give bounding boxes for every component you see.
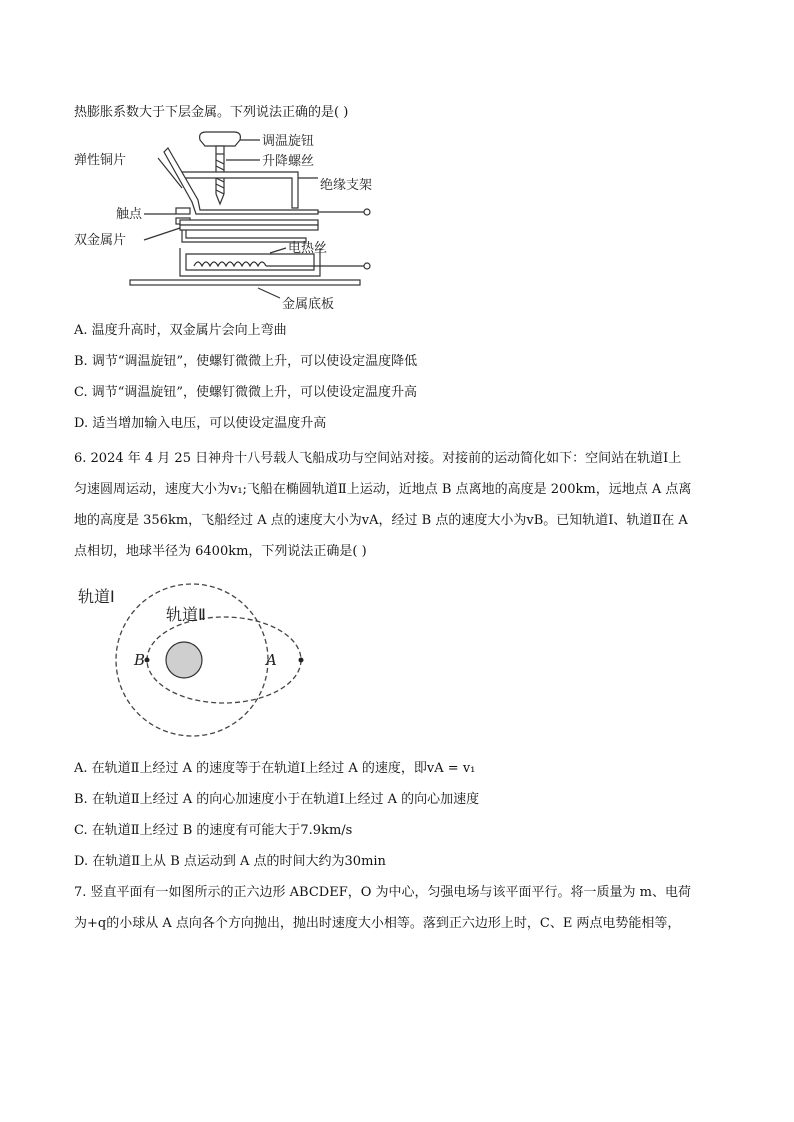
q6-option-c: C. 在轨道Ⅱ上经过 B 的速度有可能大于7.9km/s	[74, 823, 353, 838]
label-base: 金属底板	[282, 297, 335, 312]
label-point-a: A	[266, 651, 277, 669]
q7-line-2: 为+q的小球从 A 点向各个方向抛出，抛出时速度大小相等。落到正六边形上时，C、E 两点电势能相等，	[74, 916, 681, 931]
label-orbit-1: 轨道Ⅰ	[78, 587, 115, 606]
metal-base	[130, 280, 360, 285]
bimetal-strip	[180, 220, 318, 225]
label-heater: 电热丝	[288, 241, 328, 256]
point-a-dot	[299, 658, 304, 663]
q6-option-b: B. 在轨道Ⅱ上经过 A 的向心加速度小于在轨道Ⅰ上经过 A 的向心加速度	[74, 792, 480, 807]
insulating-support	[182, 172, 298, 208]
label-bimetal: 双金属片	[74, 233, 127, 248]
orbit-figure	[70, 580, 310, 745]
q5-stem-tail: 热膨胀系数大于下层金属。下列说法正确的是( )	[74, 105, 349, 120]
q6-option-a: A. 在轨道Ⅱ上经过 A 的速度等于在轨道Ⅰ上经过 A 的速度，即vA = v₁	[74, 761, 476, 776]
label-orbit-2: 轨道Ⅱ	[166, 605, 206, 624]
q5-option-b: B. 调节“调温旋钮”，使螺钉微微上升，可以使设定温度降低	[74, 354, 418, 369]
q6-line-2: 匀速圆周运动，速度大小为v₁;飞船在椭圆轨道Ⅱ上运动，近地点 B 点离地的高度是 200km，远地点 A 点离	[74, 482, 692, 497]
point-b-dot	[145, 658, 150, 663]
heater-coil	[194, 262, 266, 266]
q6-line-1: 6. 2024 年 4 月 25 日神舟十八号载人飞船成功与空间站对接。对接前的运动简化如下：空间站在轨道Ⅰ上	[74, 451, 682, 466]
label-point-b: B	[134, 651, 146, 669]
q6-line-4: 点相切，地球半径为 6400km，下列说法正确是( )	[74, 544, 367, 559]
label-copper: 弹性铜片	[74, 153, 127, 168]
q7-line-1: 7. 竖直平面有一如图所示的正六边形 ABCDEF，O 为中心，匀强电场与该平面平行。将一质量为 m、电荷	[74, 885, 691, 900]
label-contact: 触点	[116, 207, 143, 222]
label-support: 绝缘支架	[320, 178, 373, 193]
q6-line-3: 地的高度是 356km，飞船经过 A 点的速度大小为vA，经过 B 点的速度大小为vB。已知轨道Ⅰ、轨道Ⅱ在 A	[74, 513, 688, 528]
label-knob: 调温旋钮	[262, 134, 315, 149]
thermostat-figure	[70, 128, 390, 318]
q5-option-a: A. 温度升高时，双金属片会向上弯曲	[74, 323, 287, 338]
earth-circle	[166, 642, 202, 678]
label-screw: 升降螺丝	[262, 154, 315, 169]
q5-option-c: C. 调节“调温旋钮”，使螺钉微微上升，可以使设定温度升高	[74, 385, 418, 400]
knob-shape	[200, 132, 241, 146]
q5-option-d: D. 适当增加输入电压，可以使设定温度升高	[74, 416, 327, 431]
q6-option-d: D. 在轨道Ⅱ上从 B 点运动到 A 点的时间大约为30min	[74, 854, 386, 869]
